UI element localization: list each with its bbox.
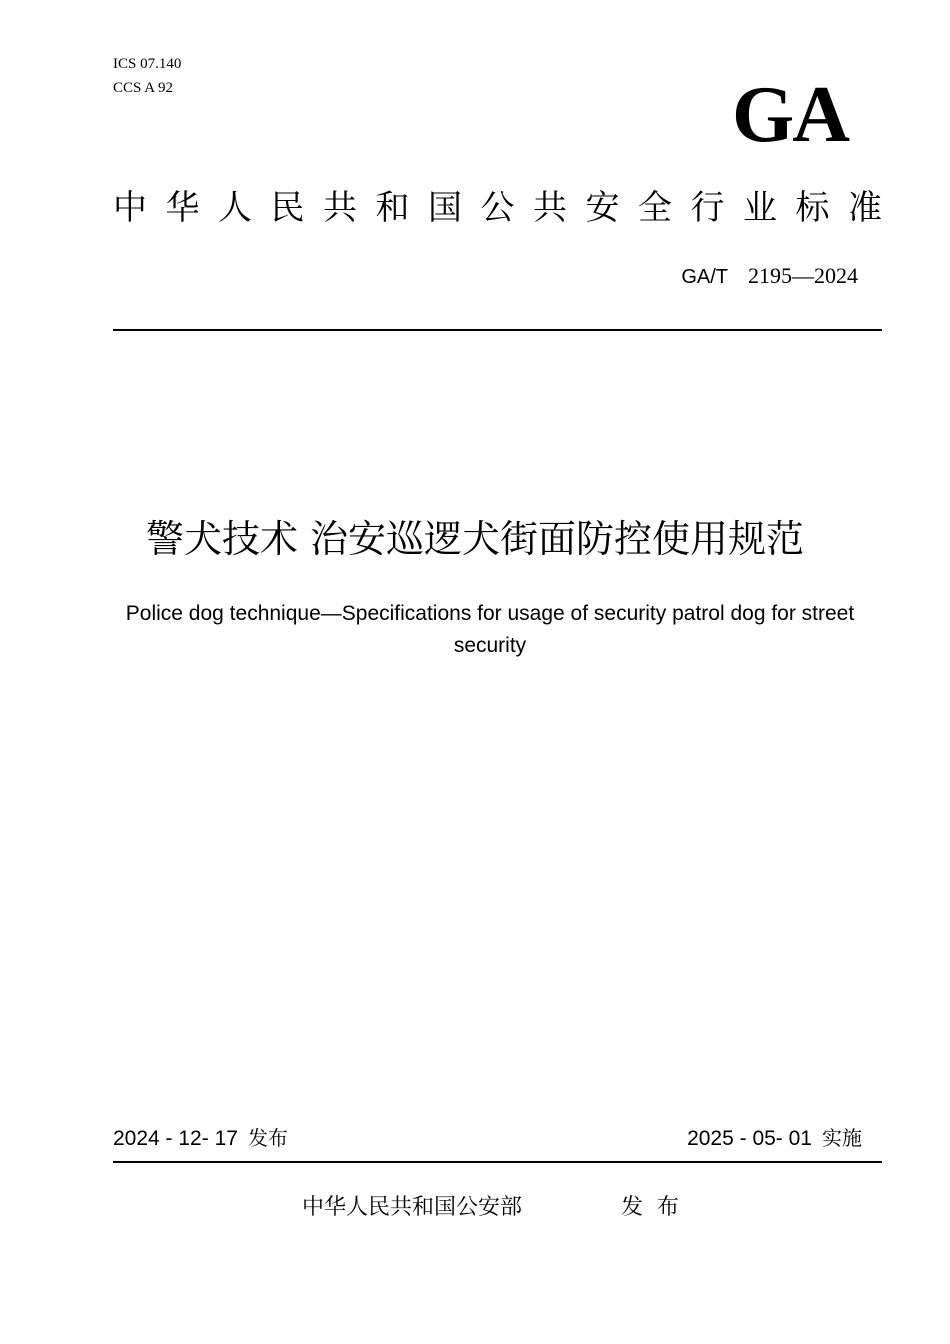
category-char: 标 [795,188,830,228]
issue-date [113,1124,288,1153]
category-char: 安 [585,188,620,228]
category-char: 中 [113,188,147,228]
standard-prefix: GA/T [681,266,728,288]
ccs-code: CCS A 92 [113,80,174,96]
category-char: 公 [480,188,515,228]
footer-divider [113,1161,882,1163]
category-char: 共 [323,188,357,228]
category-char: 全 [638,188,672,228]
chinese-title: 警犬技术 治安巡逻犬街面防控使用规范 [145,517,805,561]
standard-category [113,186,882,230]
implementation-date-value: 2025 - 05- 01 [687,1127,812,1150]
publish-label: 发布 [621,1195,694,1220]
standard-number [681,262,858,292]
category-char: 准 [848,188,882,228]
category-char: 业 [743,188,777,228]
ics-code: ICS 07.140 [113,56,182,72]
category-char: 华 [165,188,200,228]
ga-logo: GA [732,71,848,159]
english-title: Police dog technique—Specifications for usage of security patrol dog for street security [125,602,855,657]
category-char: 共 [533,188,567,228]
issue-date-value: 2024 - 12- 17 [113,1127,238,1150]
category-char: 民 [270,188,305,228]
category-char: 行 [690,188,725,228]
implementation-date [687,1124,862,1153]
publisher-name: 中华人民共和国公安部 [302,1195,523,1220]
header-divider [113,329,882,331]
issue-label: 发布 [247,1126,288,1150]
category-char: 国 [428,188,462,228]
implementation-label: 实施 [822,1126,862,1150]
category-char: 人 [218,188,252,228]
standard-number-value: 2195—2024 [748,263,858,288]
category-char: 和 [375,188,410,228]
